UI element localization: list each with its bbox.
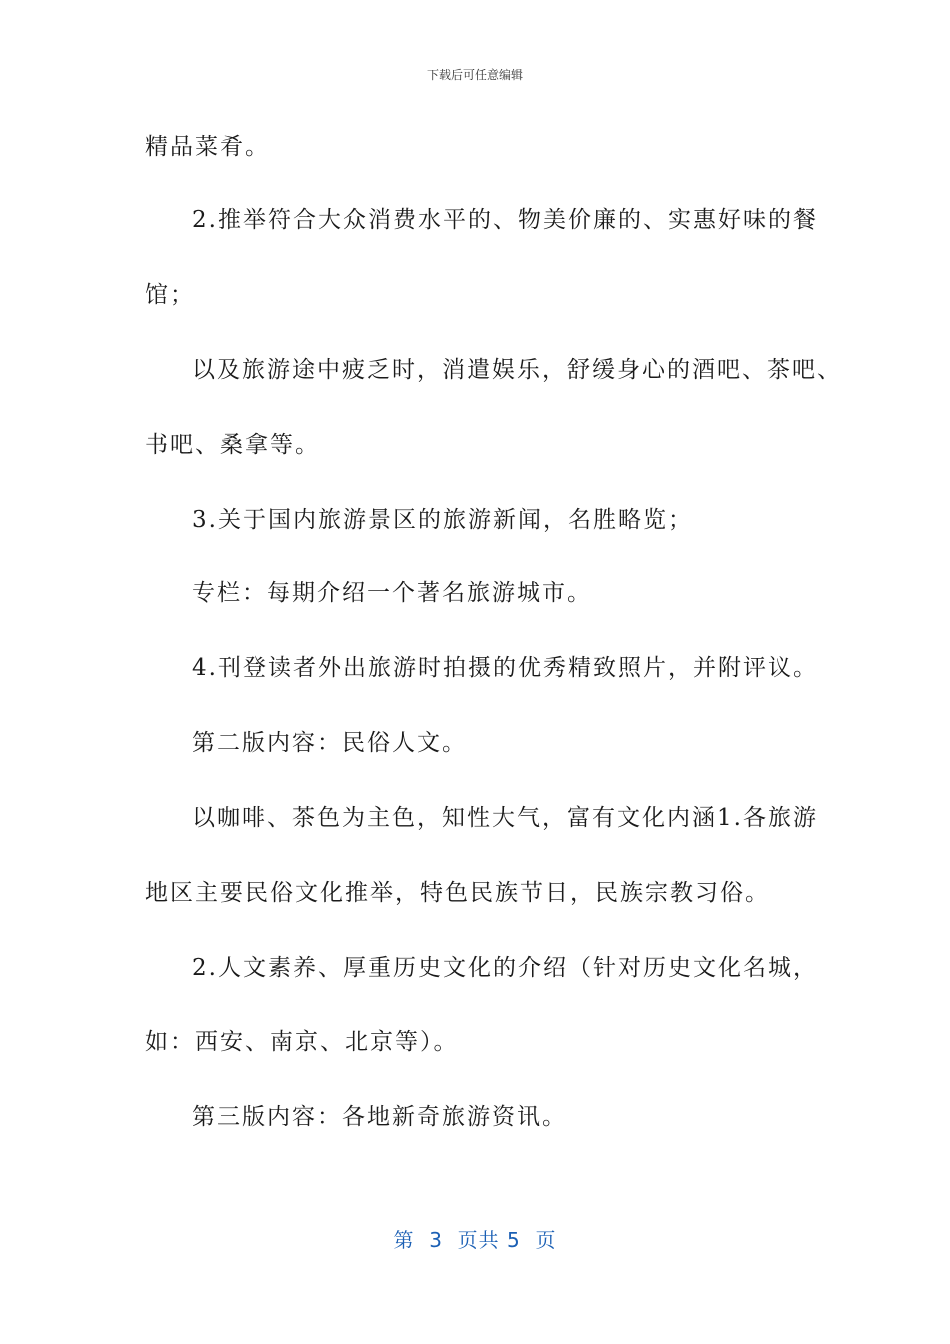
body-line: 以及旅游途中疲乏时，消遣娱乐，舒缓身心的酒吧、茶吧、 xyxy=(192,357,842,383)
page-number-footer: 第 3 页共 5 页 xyxy=(393,1228,557,1252)
body-line: 第二版内容：民俗人文。 xyxy=(192,730,467,756)
body-line: 以咖啡、茶色为主色，知性大气，富有文化内涵1.各旅游 xyxy=(192,805,818,831)
body-line: 3.关于国内旅游景区的旅游新闻，名胜略览； xyxy=(192,507,693,533)
body-line: 馆； xyxy=(145,282,195,308)
body-line: 如：西安、南京、北京等）。 xyxy=(145,1029,459,1055)
body-line: 精品菜肴。 xyxy=(145,134,270,160)
body-line: 4.刊登读者外出旅游时拍摄的优秀精致照片，并附评议。 xyxy=(192,655,818,681)
body-line: 地区主要民俗文化推举，特色民族节日，民族宗教习俗。 xyxy=(145,880,770,906)
body-line: 第三版内容：各地新奇旅游资讯。 xyxy=(192,1104,567,1130)
body-line: 专栏：每期介绍一个著名旅游城市。 xyxy=(192,580,592,606)
body-line: 2.人文素养、厚重历史文化的介绍（针对历史文化名城， xyxy=(192,955,818,981)
page-header: 下载后可任意编辑 xyxy=(426,68,523,82)
body-line: 2.推举符合大众消费水平的、物美价廉的、实惠好味的餐 xyxy=(192,207,818,233)
body-line: 书吧、桑拿等。 xyxy=(145,432,320,458)
